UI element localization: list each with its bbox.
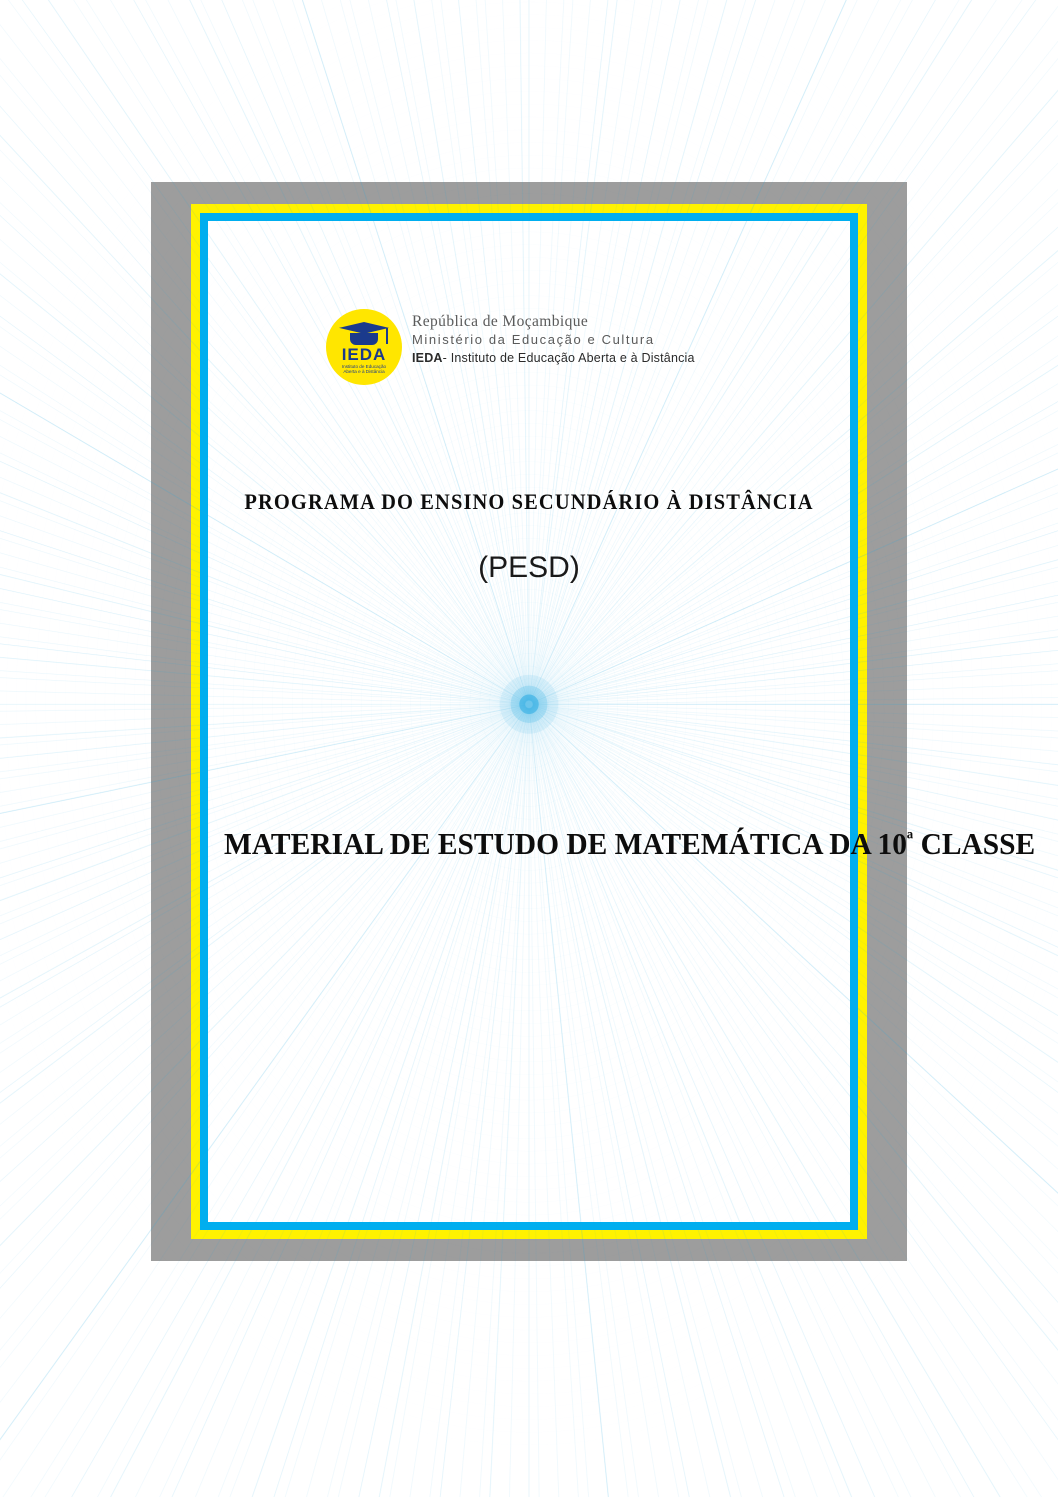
logo-subtext-line-1: Instituto de Educação — [341, 364, 387, 369]
cover-page — [151, 182, 1036, 1261]
institute-name: - Instituto de Educação Aberta e à Distância — [442, 351, 695, 365]
material-title-main: MATERIAL DE ESTUDO DE MATEMÁTICA DA 10 — [224, 826, 907, 861]
material-title-tail: CLASSE — [913, 826, 1036, 861]
logo-subtext-line-2: Aberta e à Distância — [343, 369, 385, 375]
institute-line — [412, 349, 695, 367]
programme-title: PROGRAMA DO ENSINO SECUNDÁRIO À DISTÂNCIA — [244, 489, 814, 514]
logo-wordmark: IEDA — [341, 345, 387, 364]
ministry-line: Ministério da Educação e Cultura — [412, 332, 655, 347]
cyan-border-frame — [200, 213, 1036, 1230]
material-title-ordinal: ª — [906, 827, 914, 852]
cover-canvas — [208, 221, 1036, 1222]
graduation-cap-base-icon — [350, 333, 378, 345]
graduation-cap-tassel-icon — [386, 328, 388, 344]
material-title — [224, 826, 1036, 862]
logo-subtext — [326, 364, 402, 375]
header-block — [326, 309, 786, 385]
ieda-logo — [326, 309, 402, 385]
ministry-heading — [412, 309, 695, 367]
yellow-border-frame — [191, 204, 1036, 1239]
programme-acronym: (PESD) — [478, 551, 580, 584]
institute-acronym: IEDA — [412, 351, 443, 365]
country-line: República de Moçambique — [412, 313, 589, 330]
